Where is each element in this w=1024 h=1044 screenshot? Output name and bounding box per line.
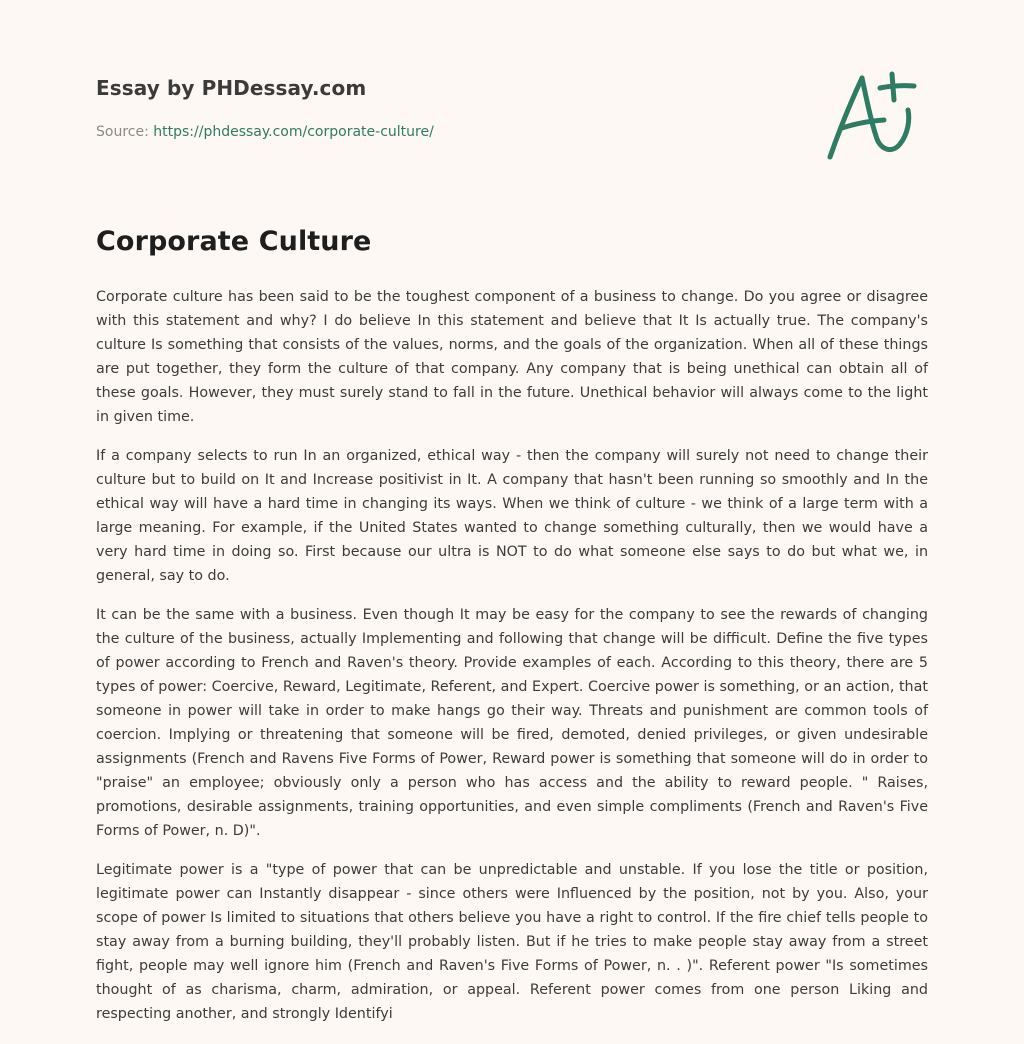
essay-paragraph: If a company selects to run In an organized, ethical way - then the company will surely not need to change their culture but to build on It and Increase positivist in It. A company that hasn't been running so smoothly and In the ethical way will have a hard time in changing its ways. When we think of culture - we think of a large term with a large meaning. For example, if the United States wanted to change something culturally, then we would have a very hard time in doing so. First because our ultra is NOT to do what someone else says to do but what we, in general, say to do. (96, 448, 928, 584)
a-plus-logo-icon (824, 66, 924, 166)
essay-paragraph: Corporate culture has been said to be the toughest component of a business to change. Do you agree or disagree with this statement and why? I do believe In this statement and believe that It Is actually true. The company's culture Is something that consists of the values, norms, and the goals of the organization. When all of these things are put together, they form the culture of that company. Any company that is being unethical can obtain all of these goals. However, they must surely stand to fall in the future. Unethical behavior will always come to the light in given time. (96, 289, 928, 425)
page-header (96, 0, 928, 200)
essay-body (96, 285, 928, 1041)
essay-paragraph: Legitimate power is a "type of power that can be unpredictable and unstable. If you lose the title or position, legitimate power can Instantly disappear - since others were Influenced by the position, not by you. Also, your scope of power Is limited to situations that others believe you have a right to control. If the fire chief tells people to stay away from a burning building, they'll probably listen. But if he tries to make people stay away from a street fight, people may well ignore him (French and Raven's Five Forms of Power, n. . )". Referent power "Is sometimes thought of as charisma, charm, admiration, or appeal. Referent power comes from one person Liking and respecting another, and strongly Identifyi (96, 862, 928, 1022)
source-link[interactable]: https://phdessay.com/corporate-culture/ (153, 124, 434, 140)
source-line (96, 124, 434, 140)
essay-title: Corporate Culture (96, 226, 372, 257)
essay-paragraph: It can be the same with a business. Even though It may be easy for the company to see the rewards of changing the culture of the business, actually Implementing and following that change will be difficult. Define the five types of power according to French and Raven's theory. Provide examples of each. According to this theory, there are 5 types of power: Coercive, Reward, Legitimate, Referent, and Expert. Coercive power is something, or an action, that someone in power will take in order to make hangs go their way. Threats and punishment are common tools of coercion. Implying or threatening that someone will be fired, demoted, denied privileges, or given undesirable assignments (French and Ravens Five Forms of Power, Reward power is something that someone will do in order to "praise" an employee; obviously only a person who has access and the ability to reward people. " Raises, promotions, desirable assignments, training opportunities, and even simple compliments (French and Raven's Five Forms of Power, n. D)". (96, 607, 928, 839)
site-brand: Essay by PHDessay.com (96, 76, 367, 100)
source-label: Source: (96, 124, 149, 140)
essay-page (96, 0, 928, 1022)
